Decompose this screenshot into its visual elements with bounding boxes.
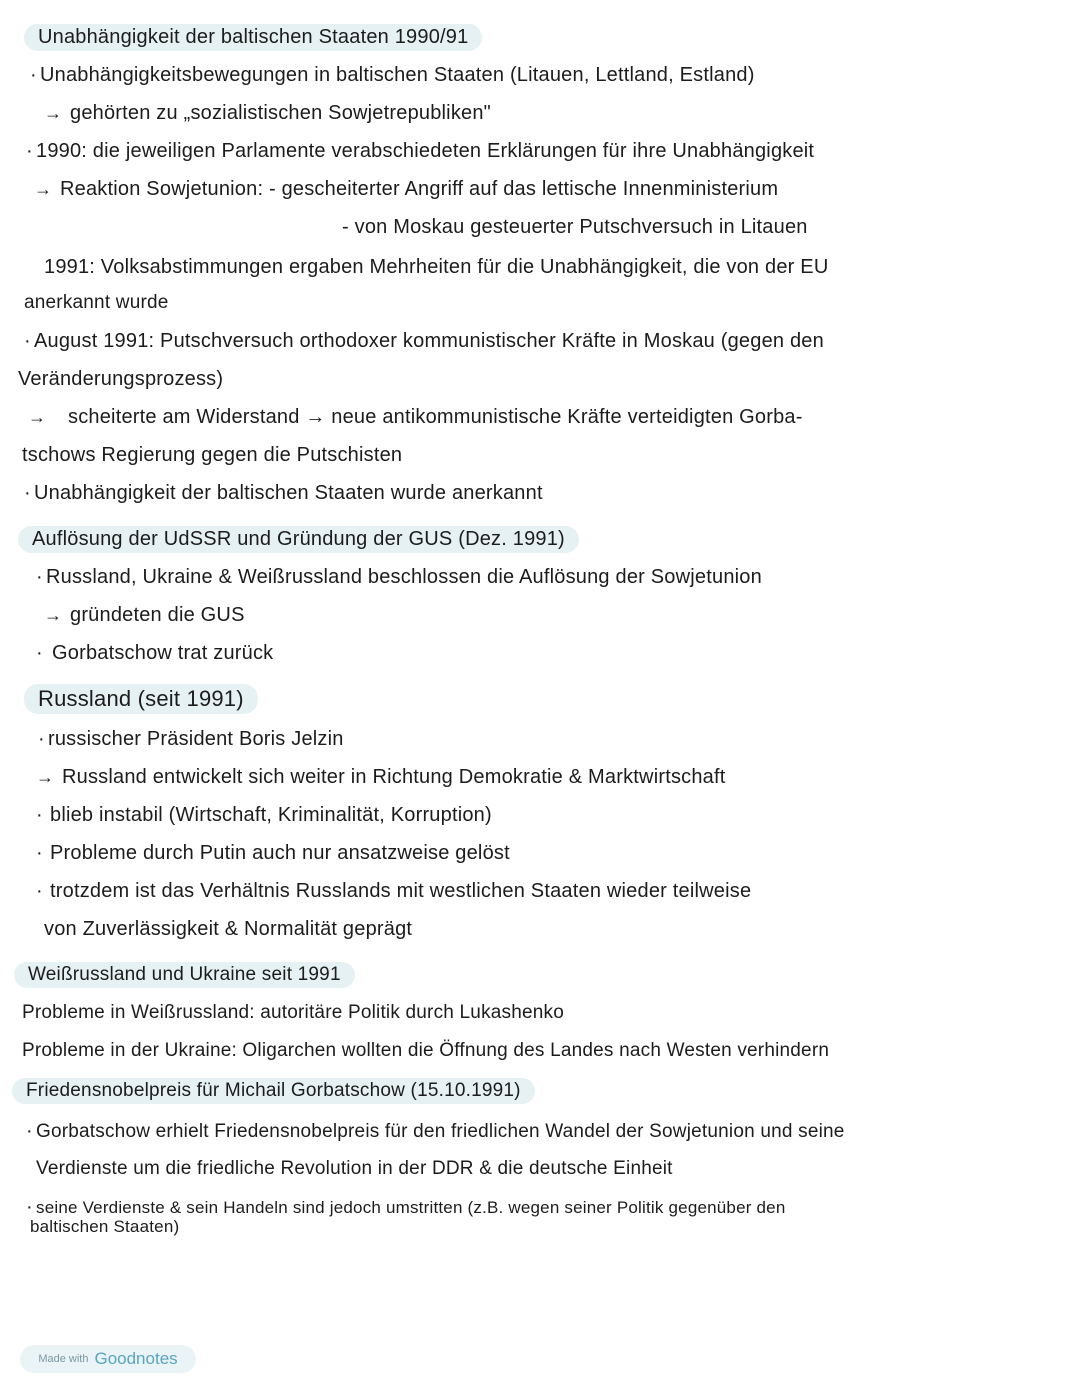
section-heading-nobel: Friedensnobelpreis für Michail Gorbatschow (15.10.1991) xyxy=(12,1078,1080,1104)
list-item: · blieb instabil (Wirtschaft, Kriminalität, Korruption) xyxy=(36,804,492,826)
list-item: 1991: Volksabstimmungen ergaben Mehrheiten für die Unabhängigkeit, die von der EU xyxy=(44,256,829,278)
arrow-icon: → xyxy=(44,605,63,625)
arrow-icon: → xyxy=(28,407,47,427)
list-item: von Zuverlässigkeit & Normalität geprägt xyxy=(44,918,413,940)
list-item: Probleme in der Ukraine: Oligarchen wollten die Öffnung des Landes nach Westen verhindern xyxy=(22,1040,830,1061)
made-with-label: Made with xyxy=(38,1353,89,1365)
list-item: · 1990: die jeweiligen Parlamente verabschiedeten Erklärungen für ihre Unabhängigkeit xyxy=(26,140,815,162)
list-item: · Probleme durch Putin auch nur ansatzweise gelöst xyxy=(36,842,510,864)
list-item: · russischer Präsident Boris Jelzin xyxy=(38,728,344,750)
section-heading-baltic: Unabhängigkeit der baltischen Staaten 1990/91 xyxy=(24,24,1080,50)
goodnotes-badge xyxy=(20,1345,196,1373)
list-item: → Russland entwickelt sich weiter in Richtung Demokratie & Marktwirtschaft xyxy=(36,766,726,788)
list-item: → gründeten die GUS xyxy=(44,604,245,626)
list-item: · August 1991: Putschversuch orthodoxer kommunistischer Kräfte in Moskau (gegen den xyxy=(24,330,824,352)
arrow-icon: → xyxy=(36,767,55,787)
list-item: Probleme in Weißrussland: autoritäre Politik durch Lukashenko xyxy=(22,1002,565,1023)
goodnotes-logo: Goodnotes xyxy=(94,1349,178,1368)
list-item: tschows Regierung gegen die Putschisten xyxy=(22,444,403,466)
list-item: → gehörten zu „sozialistischen Sowjetrepubliken" xyxy=(44,102,491,124)
list-item: → Reaktion Sowjetunion: - gescheiterter Angriff auf das lettische Innenministerium xyxy=(34,178,779,200)
arrow-icon: → xyxy=(34,179,53,199)
list-item: · Russland, Ukraine & Weißrussland beschlossen die Auflösung der Sowjetunion xyxy=(36,566,762,588)
list-item: baltischen Staaten) xyxy=(30,1217,180,1236)
list-item: · Gorbatschow trat zurück xyxy=(36,642,274,664)
list-item: · Gorbatschow erhielt Friedensnobelpreis für den friedlichen Wandel der Sowjetunion und seine xyxy=(26,1120,845,1142)
list-item: · Unabhängigkeit der baltischen Staaten wurde anerkannt xyxy=(24,482,543,504)
arrow-icon: → xyxy=(44,103,63,123)
list-item: · Unabhängigkeitsbewegungen in baltischen Staaten (Litauen, Lettland, Estland) xyxy=(30,64,755,86)
list-item: · trotzdem ist das Verhältnis Russlands mit westlichen Staaten wieder teilweise xyxy=(36,880,752,902)
list-item: anerkannt wurde xyxy=(24,292,169,313)
section-heading-udssr: Auflösung der UdSSR und Gründung der GUS (Dez. 1991) xyxy=(18,526,1080,552)
list-item: - von Moskau gesteuerter Putschversuch in Litauen xyxy=(342,216,808,238)
list-item: Verdienste um die friedliche Revolution in der DDR & die deutsche Einheit xyxy=(36,1158,673,1179)
section-heading-weissrussland: Weißrussland und Ukraine seit 1991 xyxy=(14,962,1080,988)
list-item: Veränderungsprozess) xyxy=(18,368,224,390)
section-heading-russland: Russland (seit 1991) xyxy=(24,686,1080,712)
list-item: → scheiterte am Widerstand → neue antikommunistische Kräfte verteidigten Gorba- xyxy=(28,406,803,428)
list-item: · seine Verdienste & sein Handeln sind jedoch umstritten (z.B. wegen seiner Politik gegenüber den xyxy=(26,1196,786,1218)
